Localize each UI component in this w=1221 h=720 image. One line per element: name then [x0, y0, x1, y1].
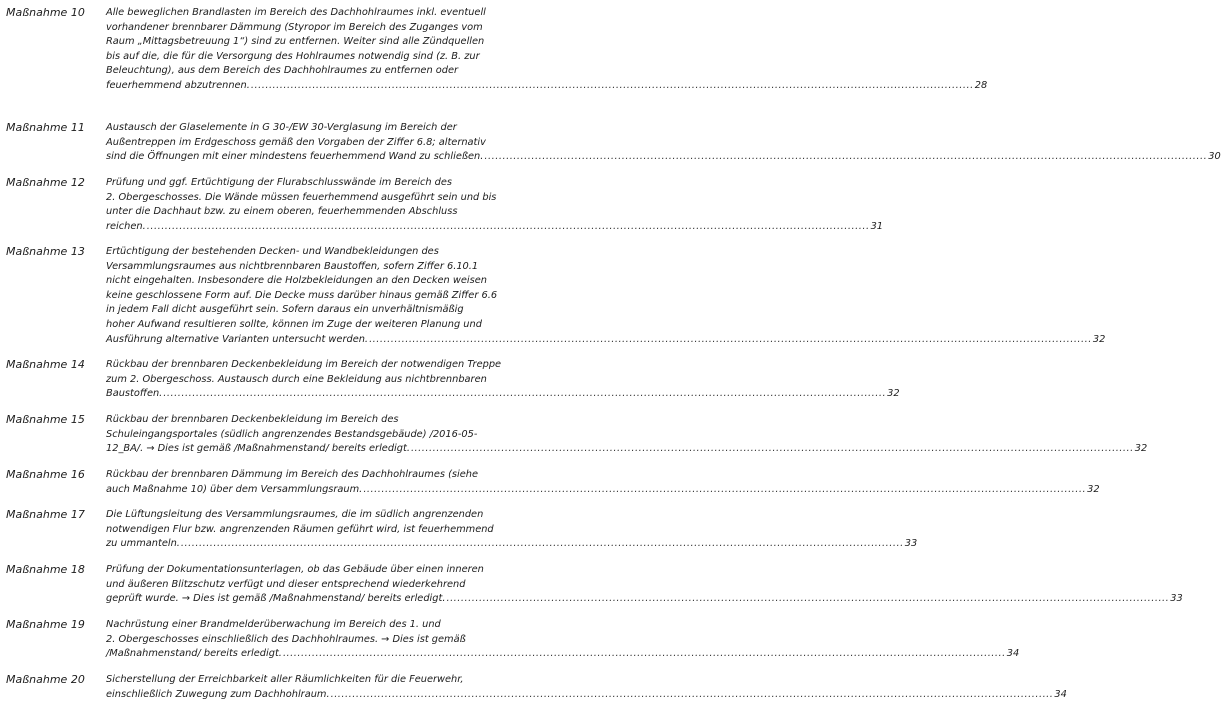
entry-line: Prüfung der Dokumentationsunterlagen, ob das Gebäude über einen inneren: [106, 564, 484, 575]
entry-line: Rückbau der brennbaren Deckenbekleidung im Bereich der notwendigen Treppe: [106, 359, 502, 370]
dot-leader: ........................................................................................................................................................................................................: [163, 388, 887, 400]
entry-line: sind die Öffnungen mit einer mindestens feuerhemmend Wand zu schließen.: [106, 151, 484, 163]
page-number[interactable]: 32: [887, 388, 900, 400]
dot-leader: ........................................................................................................................................................................................................: [410, 443, 1134, 455]
dot-leader: ........................................................................................................................................................................................................: [146, 220, 870, 232]
page-number[interactable]: 31: [870, 220, 884, 232]
entry-line: Ertüchtigung der bestehenden Decken- und Wandbekleidungen des: [106, 246, 439, 257]
entry-line: Baustoffen.: [106, 388, 163, 400]
entry-line: Sicherstellung der Erreichbarkeit aller Räumlichkeiten für die Feuerwehr,: [106, 674, 464, 685]
entry-line: nicht eingehalten. Insbesondere die Holzbekleidungen an den Decken weisen: [106, 275, 487, 287]
entry-line: Ausführung alternative Varianten untersucht werden.: [106, 333, 369, 345]
entry-label: Maßnahme 13: [6, 245, 85, 258]
entry-line: reichen.: [106, 220, 146, 232]
entry-last-line: [106, 387, 900, 402]
entry-line: Nachrüstung einer Brandmelderüberwachung im Bereich des 1. und: [106, 619, 441, 630]
entry-text: [106, 413, 1148, 457]
entry-line: in jedem Fall dicht ausgeführt sein. Sofern daraus ein unverhältnismäßig: [106, 304, 464, 316]
entry-line: geprüft wurde. → Dies ist gemäß /Maßnahmenstand/ bereits erledigt.: [106, 593, 446, 605]
entry-line: Prüfung und ggf. Ertüchtigung der Flurabschlusswände im Bereich des: [106, 177, 453, 188]
entry-text: [106, 358, 900, 402]
entry-text: [106, 121, 1221, 165]
entry-label: Maßnahme 20: [6, 673, 85, 686]
entry-last-line: [106, 483, 1100, 498]
entry-line: Schuleingangsportales (südlich angrenzendes Bestandsgebäude) /2016-05-: [106, 428, 478, 440]
dot-leader: ........................................................................................................................................................................................................: [484, 151, 1208, 163]
entry-text: [106, 176, 884, 234]
entry-label: Maßnahme 14: [6, 358, 85, 371]
entry-last-line: [106, 688, 1067, 703]
entry-last-line: [106, 150, 1221, 165]
dot-leader: ........................................................................................................................................................................................................: [180, 538, 904, 550]
entry-line: Rückbau der brennbaren Dämmung im Bereich des Dachhohlraumes (siehe: [106, 469, 478, 480]
dot-leader: ........................................................................................................................................................................................................: [369, 333, 1092, 345]
entry-line: Rückbau der brennbaren Deckenbekleidung im Bereich des: [106, 414, 399, 425]
entry-label: Maßnahme 15: [6, 413, 85, 426]
entry-line: unter die Dachhaut bzw. zu einem oberen, feuerhemmenden Abschluss: [106, 206, 458, 218]
entry-line: Alle beweglichen Brandlasten im Bereich des Dachhohlraumes inkl. eventuell: [106, 7, 486, 18]
entry-line: Beleuchtung), aus dem Bereich des Dachhohlraumes zu entfernen oder: [106, 65, 459, 77]
entry-line: 12_BA/. → Dies ist gemäß /Maßnahmenstand/ bereits erledigt.: [106, 443, 410, 455]
entry-label: Maßnahme 19: [6, 618, 85, 631]
dot-leader: ........................................................................................................................................................................................................: [330, 688, 1054, 700]
entry-line: 2. Obergeschosses einschließlich des Dachhohlraumes. → Dies ist gemäß: [106, 633, 466, 645]
entry-label: Maßnahme 17: [6, 508, 85, 521]
entry-line: feuerhemmend abzutrennen.: [106, 79, 250, 91]
entry-line: zu ummanteln.: [106, 538, 180, 550]
page-number[interactable]: 33: [904, 538, 918, 550]
entry-line: vorhandener brennbarer Dämmung (Styropor im Bereich des Zuganges vom: [106, 21, 483, 33]
entry-line: und äußeren Blitzschutz verfügt und dieser entsprechend wiederkehrend: [106, 578, 466, 590]
entry-last-line: [106, 537, 918, 552]
entry-text: [106, 673, 1067, 702]
page-number[interactable]: 32: [1092, 333, 1106, 345]
entry-line: auch Maßnahme 10) über dem Versammlungsraum.: [106, 483, 363, 495]
page-number[interactable]: 32: [1134, 443, 1148, 455]
entry-line: keine geschlossene Form auf. Die Decke muss darüber hinaus gemäß Ziffer 6.6: [106, 289, 498, 301]
entry-text: [106, 508, 918, 552]
entry-line: 2. Obergeschosses. Die Wände müssen feuerhemmend ausgeführt sein und bis: [106, 191, 497, 203]
entry-label: Maßnahme 10: [6, 6, 85, 19]
entry-line: Austausch der Glaselemente in G 30-/EW 30-Verglasung im Bereich der: [106, 122, 457, 133]
page-number[interactable]: 34: [1054, 688, 1067, 700]
entry-last-line: [106, 442, 1148, 457]
entry-text: [106, 618, 1020, 662]
dot-leader: ........................................................................................................................................................................................................: [446, 593, 1170, 605]
dot-leader: ........................................................................................................................................................................................................: [282, 648, 1006, 660]
entry-line: bis auf die, die für die Versorgung des Hohlraumes notwendig sind (z. B. zur: [106, 50, 480, 62]
dot-leader: ........................................................................................................................................................................................................: [250, 79, 974, 91]
entry-last-line: [106, 592, 1183, 607]
entry-text: [106, 6, 988, 94]
entry-line: zum 2. Obergeschoss. Austausch durch eine Bekleidung aus nichtbrennbaren: [106, 373, 487, 385]
entry-line: Die Lüftungsleitung des Versammlungsraumes, die im südlich angrenzenden: [106, 509, 484, 520]
entry-label: Maßnahme 12: [6, 176, 85, 189]
entry-line: Außentreppen im Erdgeschoss gemäß den Vorgaben der Ziffer 6.8; alternativ: [106, 136, 486, 148]
entry-line: Raum „Mittagsbetreuung 1“) sind zu entfernen. Weiter sind alle Zündquellen: [106, 36, 485, 48]
page-number[interactable]: 30: [1208, 151, 1221, 163]
entry-label: Maßnahme 11: [6, 121, 85, 134]
dot-leader: ........................................................................................................................................................................................................: [363, 483, 1087, 495]
entry-line: notwendigen Flur bzw. angrenzenden Räumen geführt wird, ist feuerhemmend: [106, 523, 494, 535]
entry-line: /Maßnahmenstand/ bereits erledigt.: [106, 648, 282, 660]
entry-text: [106, 245, 1106, 347]
entry-label: Maßnahme 18: [6, 563, 85, 576]
entry-last-line: [106, 333, 1106, 348]
entry-last-line: [106, 79, 988, 94]
entry-line: hoher Aufwand resultieren sollte, können im Zuge der weiteren Planung und: [106, 318, 482, 330]
entry-label: Maßnahme 16: [6, 468, 85, 481]
page-number[interactable]: 32: [1087, 483, 1100, 495]
entry-text: [106, 563, 1183, 607]
page-number[interactable]: 33: [1170, 593, 1183, 605]
entry-last-line: [106, 220, 884, 235]
entry-text: [106, 468, 1100, 497]
page-number[interactable]: 28: [974, 79, 988, 91]
entry-last-line: [106, 647, 1020, 662]
entry-line: Versammlungsraumes aus nichtbrennbaren Baustoffen, sofern Ziffer 6.10.1: [106, 260, 479, 272]
page-number[interactable]: 34: [1006, 648, 1020, 660]
entry-line: einschließlich Zuwegung zum Dachhohlraum.: [106, 688, 330, 700]
